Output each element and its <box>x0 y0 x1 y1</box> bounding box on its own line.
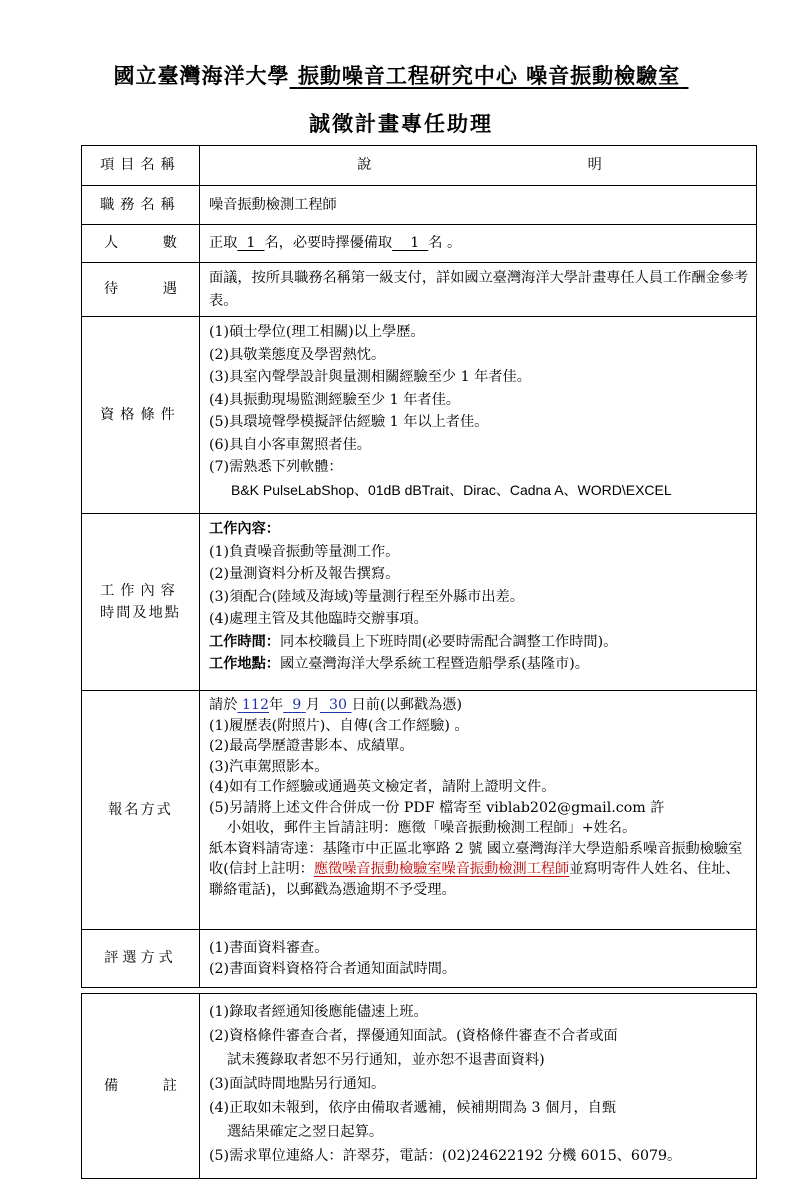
list-item: (1)書面資料審查。 <box>209 939 329 956</box>
notes-table <box>81 993 757 1179</box>
backup-count: 1 <box>410 235 420 252</box>
selection-label: 評選方式 <box>82 930 200 988</box>
header-title <box>0 60 802 90</box>
list-item: (1)負責噪音振動等量測工作。 <box>209 543 400 560</box>
work-detail <box>200 514 757 691</box>
head-value: 說 明 <box>200 146 757 186</box>
list-item: (1)碩士學位(理工相關)以上學歷。 <box>209 324 425 340</box>
position-row <box>82 186 757 225</box>
position-value: 噪音振動檢測工程師 <box>200 186 757 225</box>
list-item: (3)汽車駕照影本。 <box>209 758 329 775</box>
work-label: 工作內容 時間及地點 <box>82 514 200 691</box>
position-label: 職務名稱 <box>82 186 200 225</box>
list-item: (1)錄取者經通知後應能儘速上班。 <box>209 1004 428 1020</box>
selection-list <box>200 930 757 988</box>
selection-row <box>82 930 757 988</box>
list-item: (2)資格條件審查合者，擇優通知面試。(資格條件審查不合者或面 <box>209 1028 618 1044</box>
list-item: (2)書面資料資格符合者通知面試時間。 <box>209 960 457 977</box>
university-name: 國立臺灣海洋大學 <box>113 63 290 88</box>
apply-row <box>82 691 757 930</box>
notes-row <box>82 994 757 1179</box>
pay-row <box>82 263 757 317</box>
apply-label: 報名方式 <box>82 691 200 930</box>
center-name: 振動噪音工程研究中心 噪音振動檢驗室 <box>297 63 681 88</box>
work-time: 工作時間：同本校職員上下班時間(必要時需配合調整工作時間)。 <box>209 633 618 650</box>
headcount-value: 正取 1 名，必要時擇優備取 1 名 。 <box>200 225 757 263</box>
list-item: (3)具室內聲學設計與量測相關經驗至少 1 年者佳。 <box>209 369 531 385</box>
list-item-continued: 小姐收，郵件主旨請註明：應徵「噪音振動檢測工程師」+姓名。 <box>227 820 637 836</box>
qualification-list <box>200 317 757 514</box>
software-list: B&K PulseLabShop、01dB dBTrait、Dirac、Cadna A、WORD\EXCEL <box>231 481 672 498</box>
list-item: (2)量測資料分析及報告撰寫。 <box>209 566 400 582</box>
headcount-row <box>82 225 757 263</box>
list-item: (7)需熟悉下列軟體： <box>209 459 343 475</box>
pay-label: 待 遇 <box>82 263 200 317</box>
page-subtitle: 誠徵計畫專任助理 <box>309 111 493 136</box>
notes-list <box>200 994 757 1179</box>
list-item: (5)另請將上述文件合併成一份 PDF 檔寄至 viblab202@gmail.com 許 <box>209 799 665 816</box>
list-item: (3)面試時間地點另行通知。 <box>209 1076 386 1092</box>
main-count: 1 <box>246 235 256 252</box>
notes-label: 備 註 <box>82 994 200 1179</box>
list-item-continued: 選結果確定之翌日起算。 <box>227 1124 384 1140</box>
mail-instructions: 紙本資料請寄達：基隆市中正區北寧路 2 號 國立臺灣海洋大學造船系噪音振動檢驗室收(信封上註明：應徵噪音振動檢驗室噪音振動檢測工程師並寫明寄件人姓名、住址、聯絡電話)，以郵戳為憑逾期不予受理。 <box>209 840 743 898</box>
list-item: (1)履歷表(附照片)、自傳(含工作經驗) 。 <box>209 717 469 734</box>
apply-deadline: 請於 112年 9 月 30 日前(以郵戳為憑) <box>209 697 462 713</box>
list-item: (2)最高學歷證書影本、成績單。 <box>209 738 414 754</box>
list-item: (3)須配合(陸域及海域)等量測行程至外縣市出差。 <box>209 588 524 605</box>
work-content-title: 工作內容： <box>209 521 280 537</box>
table-head-row <box>82 146 757 186</box>
work-row <box>82 514 757 691</box>
qualification-row <box>82 317 757 514</box>
work-place: 工作地點：國立臺灣海洋大學系統工程暨造船學系(基隆市)。 <box>209 656 589 672</box>
list-item-continued: 試未獲錄取者恕不另行通知，並亦恕不退書面資料) <box>227 1052 545 1068</box>
list-item: (4)具振動現場監測經驗至少 1 年者佳。 <box>209 391 460 408</box>
list-item: (4)如有工作經驗或通過英文檢定者，請附上證明文件。 <box>209 779 556 795</box>
mail-envelope-note: 應徵噪音振動檢驗室噪音振動檢測工程師 <box>313 861 570 877</box>
list-item: (5)需求單位連絡人：許翠芬，電話：(02)24622192 分機 6015、6079。 <box>209 1148 682 1164</box>
list-item: (2)具敬業態度及學習熱忱。 <box>209 346 386 363</box>
list-item: (5)具環境聲學模擬評估經驗 1 年以上者佳。 <box>209 414 489 430</box>
list-item: (6)具自小客車駕照者佳。 <box>209 436 371 453</box>
list-item: (4)處理主管及其他臨時交辦事項。 <box>209 611 428 627</box>
apply-detail <box>200 691 757 930</box>
qualification-label: 資格條件 <box>82 317 200 514</box>
head-label: 項目名稱 <box>82 146 200 186</box>
job-detail-table <box>81 145 757 988</box>
headcount-label: 人 數 <box>82 225 200 263</box>
pay-value: 面議，按所具職務名稱第一級支付，詳如國立臺灣海洋大學計畫專任人員工作酬金參考表。 <box>200 263 757 317</box>
list-item: (4)正取如未報到，依序由備取者遞補，候補期間為 3 個月，自甄 <box>209 1100 617 1116</box>
